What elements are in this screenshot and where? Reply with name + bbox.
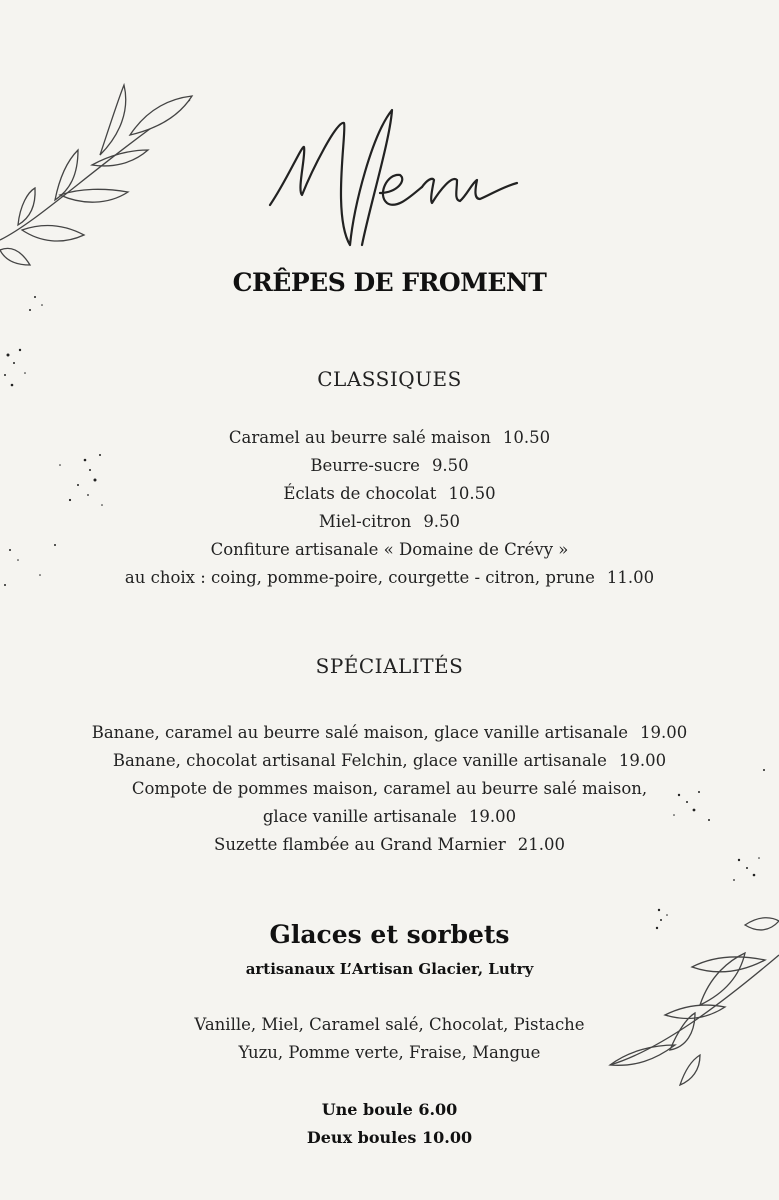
section-title-classiques: CLASSIQUES [317,367,462,391]
price-two-scoops: Deux boules 10.00 [306,1128,473,1147]
section-title-specialites: SPÉCIALITÉS [315,654,464,678]
menu-item: au choix : coing, pomme-poire, courgette - citron, prune 11.00 [124,568,655,587]
menu-item: Caramel au beurre salé maison 10.50 [228,428,551,447]
menu-script-title [0,95,779,275]
menu-item: Beurre-sucre 9.50 [310,456,469,475]
flavors-line: Vanille, Miel, Caramel salé, Chocolat, Pistache [194,1015,585,1034]
menu-item: Suzette flambée au Grand Marnier 21.00 [214,835,565,854]
glaces-subtitle: artisanaux L’Artisan Glacier, Lutry [245,960,534,978]
menu-script-lettering [262,95,522,265]
glaces-flavors [0,1011,779,1067]
classiques-list [0,424,779,592]
heading-crepes: CRÊPES DE FROMENT [232,268,547,297]
menu-item: Banane, caramel au beurre salé maison, glace vanille artisanale 19.00 [91,723,688,742]
menu-item: Miel-citron 9.50 [318,512,461,531]
menu-item: Compote de pommes maison, caramel au beurre salé maison, [131,779,648,798]
glaces-prices [0,1096,779,1152]
flavors-line: Yuzu, Pomme verte, Fraise, Mangue [238,1043,541,1062]
menu-item: Confiture artisanale « Domaine de Crévy » [210,540,569,559]
glaces-title: Glaces et sorbets [269,920,510,949]
menu-item: Banane, chocolat artisanal Felchin, glace vanille artisanale 19.00 [112,751,667,770]
price-one-scoop: Une boule 6.00 [321,1100,458,1119]
menu-item: Éclats de chocolat 10.50 [283,484,496,503]
specialites-list [0,719,779,859]
menu-item: glace vanille artisanale 19.00 [262,807,517,826]
